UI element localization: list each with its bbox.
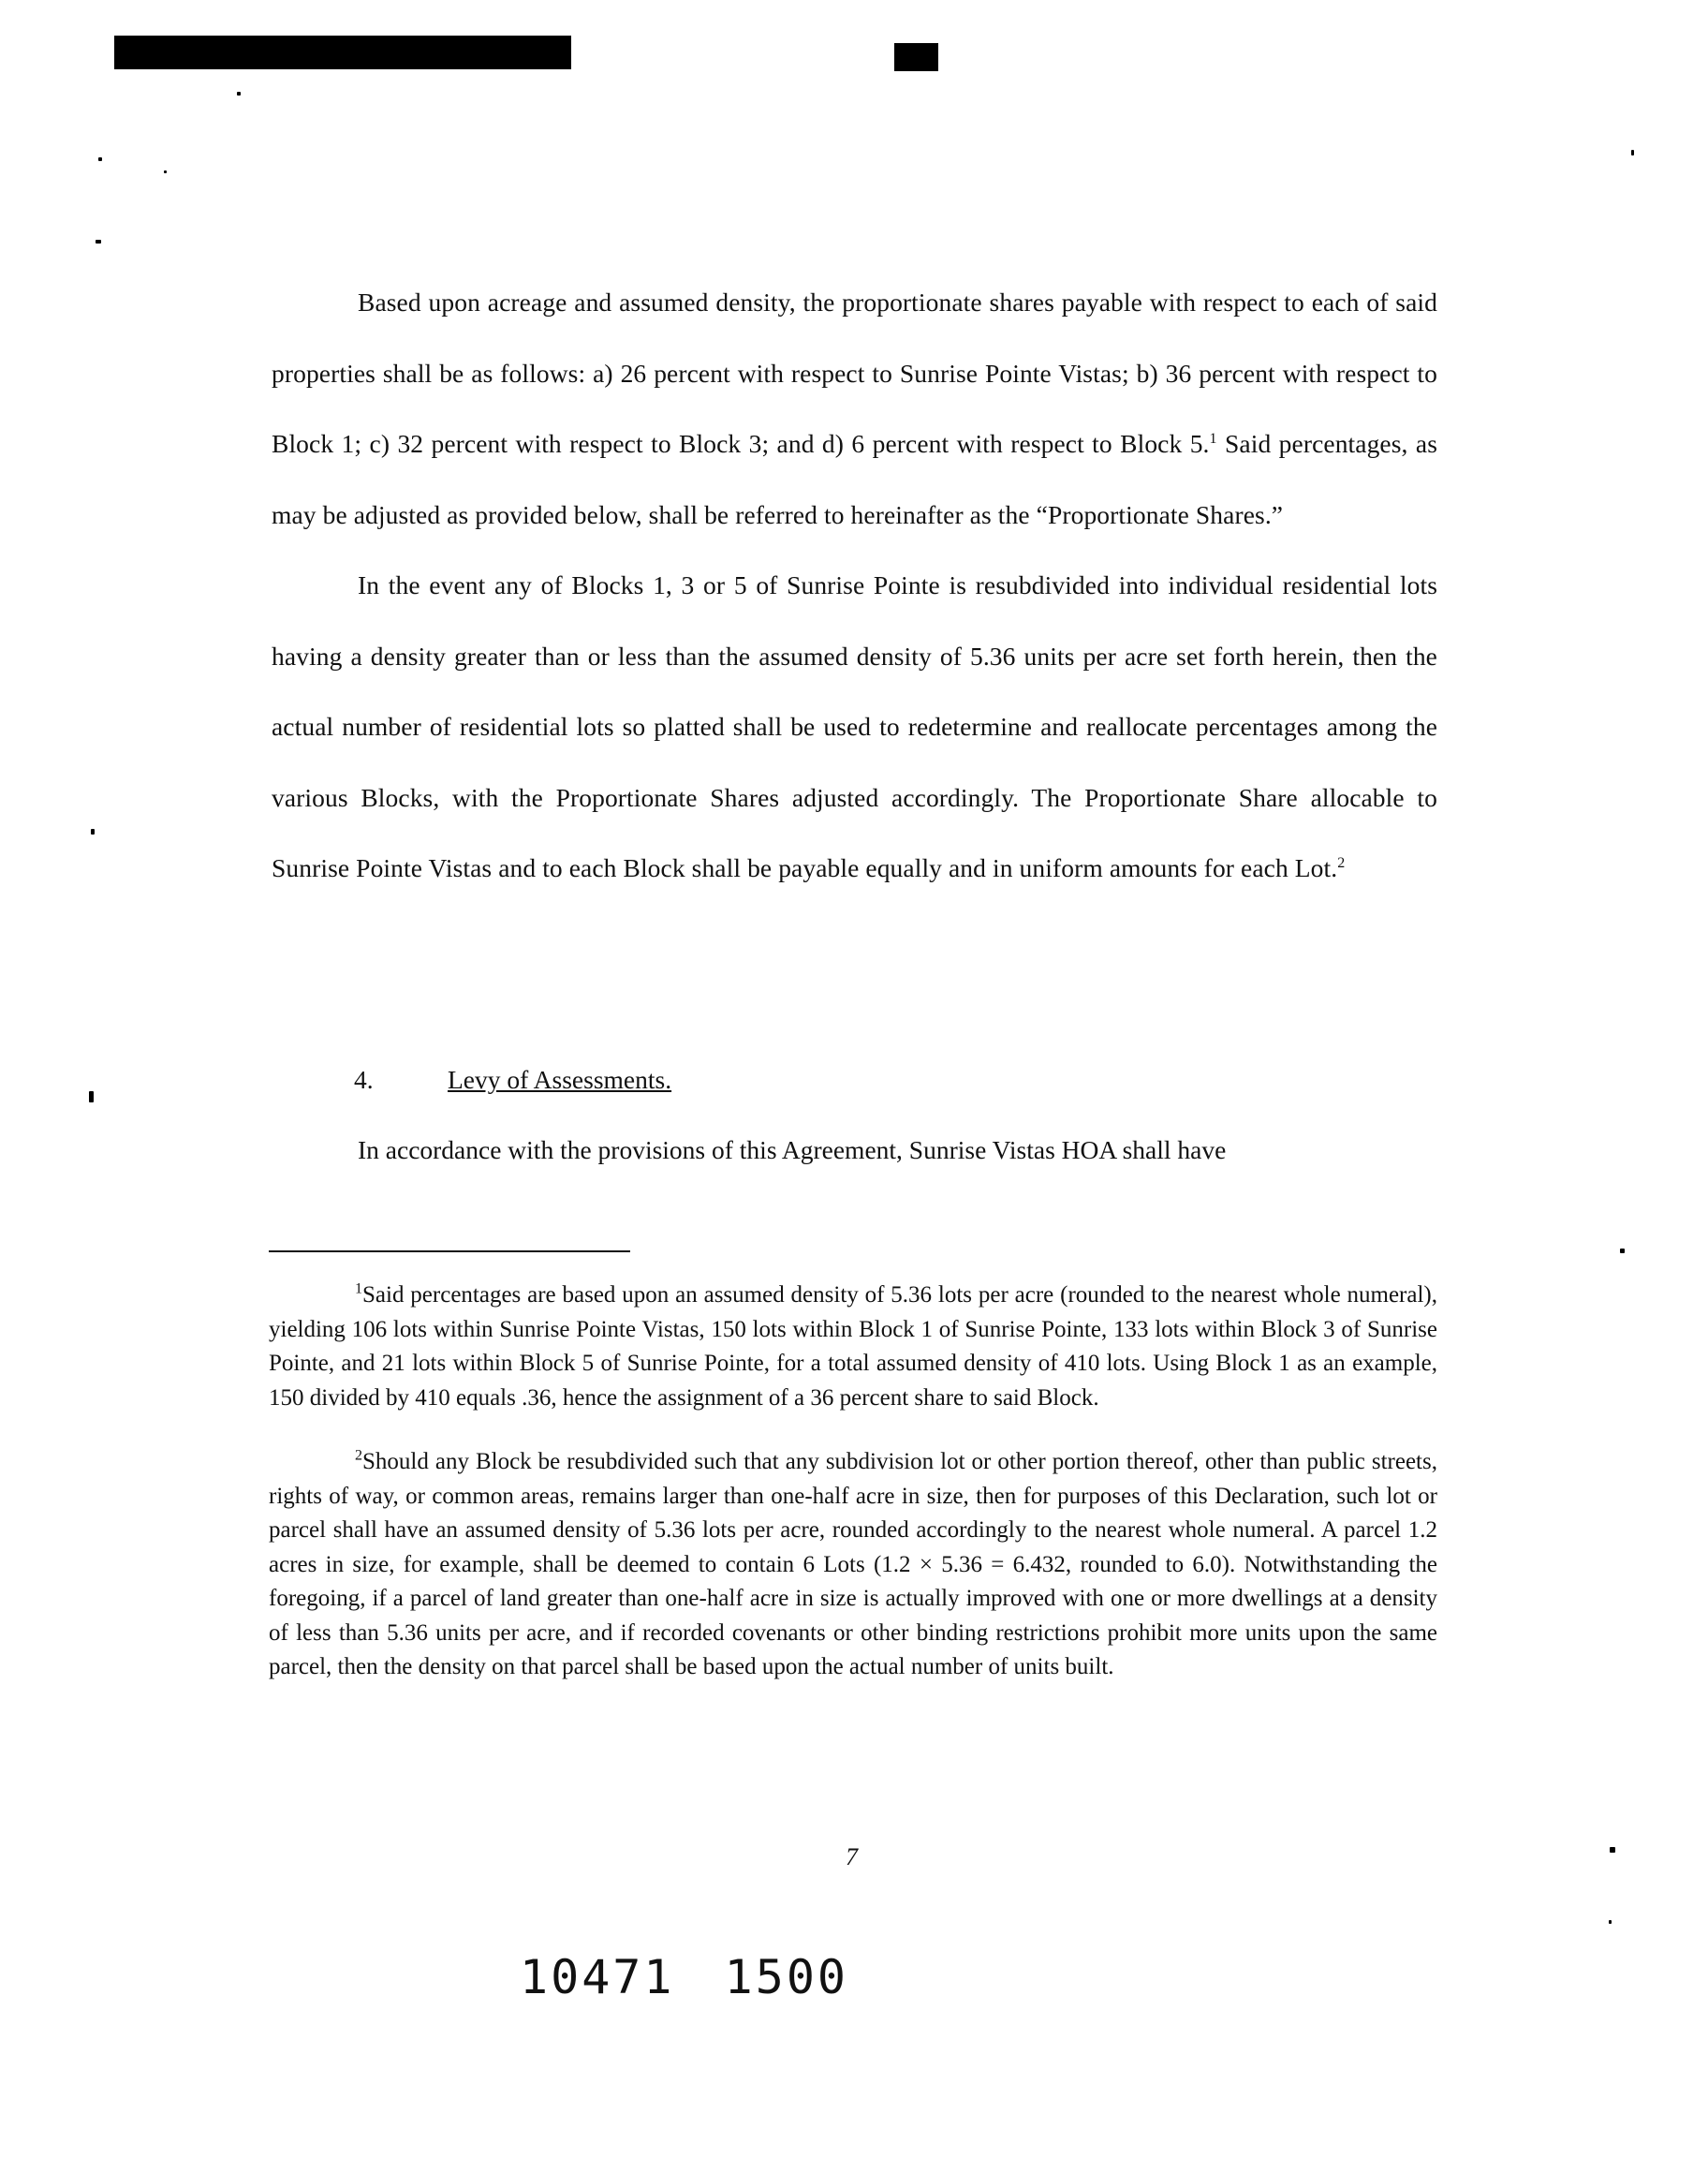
footnote-2-marker: 2 <box>355 1447 362 1464</box>
redaction-square <box>894 43 938 71</box>
footnotes <box>269 1279 1437 1715</box>
scan-speck <box>1610 1847 1615 1853</box>
scan-speck <box>1620 1249 1625 1253</box>
scan-speck <box>89 1091 94 1102</box>
redaction-bar <box>114 36 571 69</box>
footnote-1-marker: 1 <box>355 1280 362 1297</box>
recording-stamp: 10471 1500 <box>520 1950 849 2004</box>
body-text-continued <box>272 1115 1437 1186</box>
paragraph-proportionate-shares <box>272 267 1437 550</box>
section-number: 4. <box>354 1065 374 1094</box>
paragraph-1-end: Said percentages, as may be adjusted as provided below, shall be referred to hereinafter as the “Proportionate Shares.” <box>272 429 1437 529</box>
scan-speck <box>96 240 101 244</box>
paragraph-2-text: In the event any of Blocks 1, 3 or 5 of Sunrise Pointe is resubdivided into individual residential lots having a density greater than or less than the assumed density of 5.36 units per acre set forth herein, then the actual number of residential lots so platted shall be used to redetermine and reallocate percentages among the various Blocks, with the Proportionate Shares adjusted accordingly. The Proportionate Share allocable to Sunrise Pointe Vistas and to each Block shall be payable equally and in uniform amounts for each Lot. <box>272 570 1437 882</box>
paragraph-1-text: Based upon acreage and assumed density, the proportionate shares payable with respect to each of said properties shall be as follows: a) 26 percent with respect to Sunrise Pointe Vistas; b) 36 percent with respect to Block 1; c) 32 percent with respect to Block 3; and d) 6 percent with respect to Block 5. <box>272 288 1437 458</box>
paragraph-resubdivision <box>272 550 1437 904</box>
scan-speck <box>237 92 241 96</box>
footnote-1-text: Said percentages are based upon an assumed density of 5.36 lots per acre (rounded to the nearest whole numeral), yielding 106 lots within Sunrise Pointe Vistas, 150 lots within Block 1 of Sunrise Pointe, 133 lots within Block 3 of Sunrise Pointe, and 21 lots within Block 5 of Sunrise Pointe, for a total assumed density of 410 lots. Using Block 1 as an example, 150 divided by 410 equals .36, hence the assignment of a 36 percent share to said Block. <box>269 1282 1437 1411</box>
footnote-1 <box>269 1279 1437 1415</box>
section-heading <box>354 1044 671 1116</box>
footnote-ref-1: 1 <box>1209 430 1217 447</box>
paragraph-levy: In accordance with the provisions of this Agreement, Sunrise Vistas HOA shall have <box>358 1135 1227 1164</box>
footnote-2 <box>269 1445 1437 1685</box>
scan-speck <box>91 829 95 835</box>
footnote-divider <box>269 1250 630 1252</box>
footnote-2-text: Should any Block be resubdivided such that any subdivision lot or other portion thereof, other than public streets, rights of way, or common areas, remains larger than one-half acre in size, then for purposes of this Declaration, such lot or parcel shall have an assumed density of 5.36 lots per acre, rounded accordingly to the nearest whole numeral. A parcel 1.2 acres in size, for example, shall be deemed to contain 6 Lots (1.2 × 5.36 = 6.432, rounded to 6.0). Notwithstanding the foregoing, if a parcel of land greater than one-half acre in size is actually improved with one or more dwellings at a density of less than 5.36 units per acre, and if recorded covenants or other binding restrictions prohibit more units upon the same parcel, then the density on that parcel shall be based upon the actual number of units built. <box>269 1449 1437 1679</box>
section-title: Levy of Assessments. <box>448 1065 672 1094</box>
scan-speck <box>164 170 167 173</box>
footnote-ref-2: 2 <box>1337 854 1346 871</box>
scan-speck <box>98 157 102 161</box>
body-text <box>272 267 1437 904</box>
scan-speck <box>1609 1920 1612 1924</box>
scan-speck <box>1631 150 1634 155</box>
page-number: 7 <box>846 1843 858 1870</box>
